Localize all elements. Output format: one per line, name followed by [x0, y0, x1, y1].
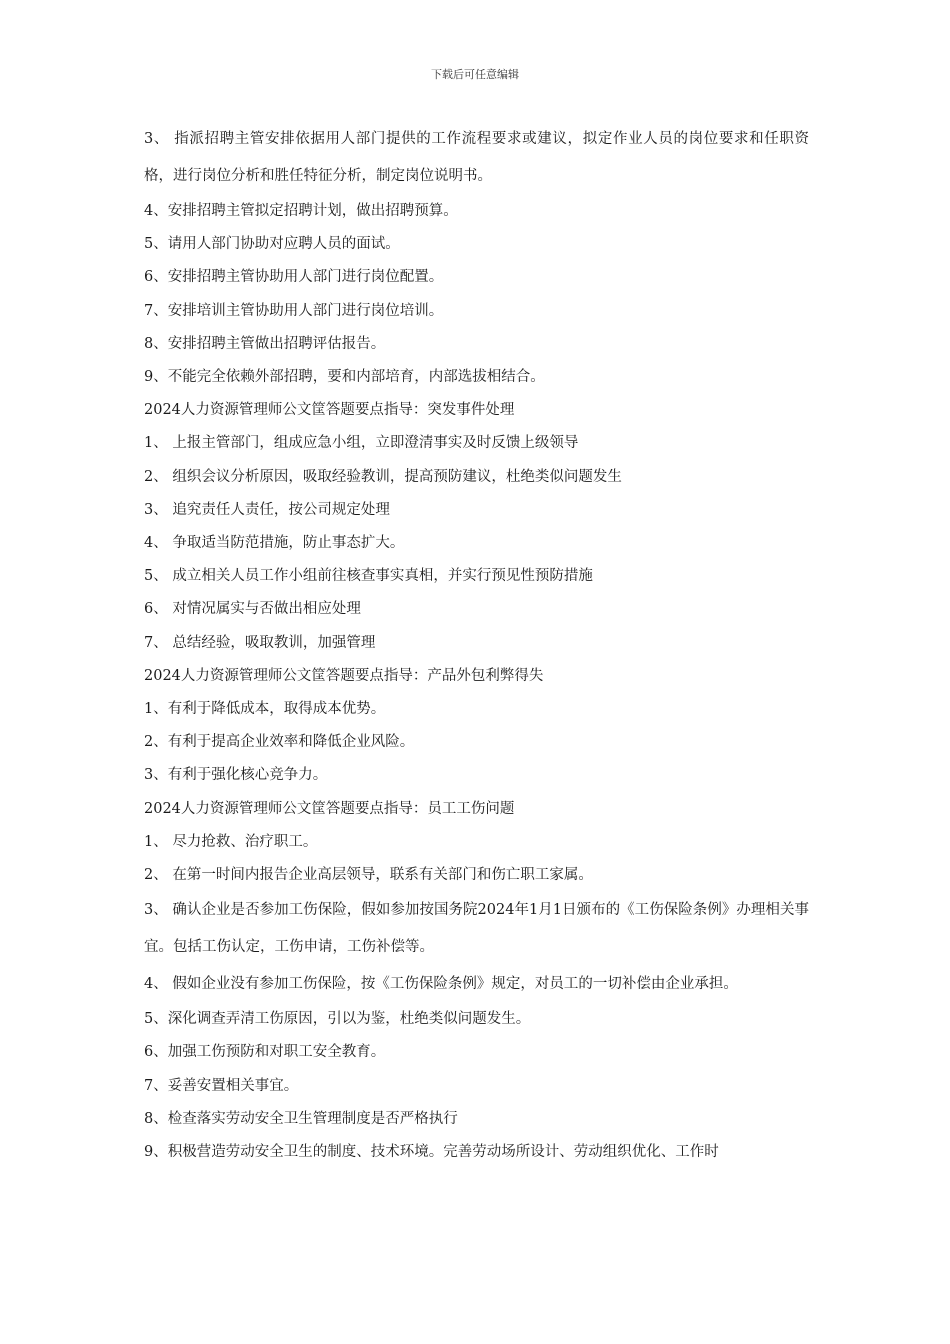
- paragraph-line: 1、 尽力抢救、治疗职工。: [144, 833, 318, 850]
- paragraph-line: 8、检查落实劳动安全卫生管理制度是否严格执行: [144, 1110, 458, 1127]
- paragraph-line: 6、加强工伤预防和对职工安全教育。: [144, 1044, 386, 1061]
- paragraph-line: 7、 总结经验，吸取教训，加强管理: [144, 634, 376, 651]
- paragraph-line: 8、安排招聘主管做出招聘评估报告。: [144, 335, 386, 352]
- paragraph-line: 3、有利于强化核心竞争力。: [144, 767, 328, 784]
- paragraph-line: 4、安排招聘主管拟定招聘计划，做出招聘预算。: [144, 203, 458, 219]
- section-heading: 2024人力资源管理师公文筐答题要点指导：员工工伤问题: [144, 800, 515, 817]
- paragraph-line: 9、积极营造劳动安全卫生的制度、技术环境。完善劳动场所设计、劳动组织优化、工作时: [144, 1144, 719, 1161]
- paragraph-line: 6、安排招聘主管协助用人部门进行岗位配置。: [144, 269, 444, 286]
- paragraph-line: 5、请用人部门协助对应聘人员的面试。: [144, 236, 400, 253]
- paragraph-line: 3、 确认企业是否参加工伤保险，假如参加按国务院2024年1月1日颁布的《工伤保险条例》办理相关事宜。包括工伤认定，工伤申请，工伤补偿等。: [144, 902, 809, 956]
- document-body: [144, 121, 809, 1169]
- paragraph-line: 4、 争取适当防范措施，防止事态扩大。: [144, 535, 405, 552]
- paragraph-line: 9、不能完全依赖外部招聘，要和内部培育，内部选拔相结合。: [144, 369, 545, 386]
- paragraph-line: 2、 在第一时间内报告企业高层领导，联系有关部门和伤亡职工家属。: [144, 867, 593, 884]
- page-header: 下载后可任意编辑: [431, 68, 519, 81]
- paragraph-line: 3、 追究责任人责任，按公司规定处理: [144, 501, 390, 518]
- paragraph-line: 1、 上报主管部门，组成应急小组，立即澄清事实及时反馈上级领导: [144, 435, 579, 452]
- paragraph-line: 7、安排培训主管协助用人部门进行岗位培训。: [144, 302, 444, 319]
- paragraph-line: 5、深化调查弄清工伤原因，引以为鉴，杜绝类似问题发生。: [144, 1011, 531, 1028]
- section-heading: 2024人力资源管理师公文筐答题要点指导：突发事件处理: [144, 402, 515, 419]
- paragraph-line: 2、有利于提高企业效率和降低企业风险。: [144, 734, 415, 751]
- paragraph-line: 4、 假如企业没有参加工伤保险，按《工伤保险条例》规定，对员工的一切补偿由企业承担。: [144, 976, 738, 993]
- section-heading: 2024人力资源管理师公文筐答题要点指导：产品外包利弊得失: [144, 667, 544, 684]
- paragraph-line: 6、 对情况属实与否做出相应处理: [144, 601, 361, 618]
- paragraph-line: 7、妥善安置相关事宜。: [144, 1077, 299, 1094]
- paragraph-line: 1、有利于降低成本，取得成本优势。: [144, 701, 386, 718]
- paragraph-line: 2、 组织会议分析原因，吸取经验教训，提高预防建议，杜绝类似问题发生: [144, 468, 622, 485]
- paragraph-line: 3、 指派招聘主管安排依据用人部门提供的工作流程要求或建议，拟定作业人员的岗位要求和任职资格，进行岗位分析和胜任特征分析，制定岗位说明书。: [144, 131, 809, 184]
- paragraph-line: 5、 成立相关人员工作小组前往核查事实真相，并实行预见性预防措施: [144, 568, 593, 585]
